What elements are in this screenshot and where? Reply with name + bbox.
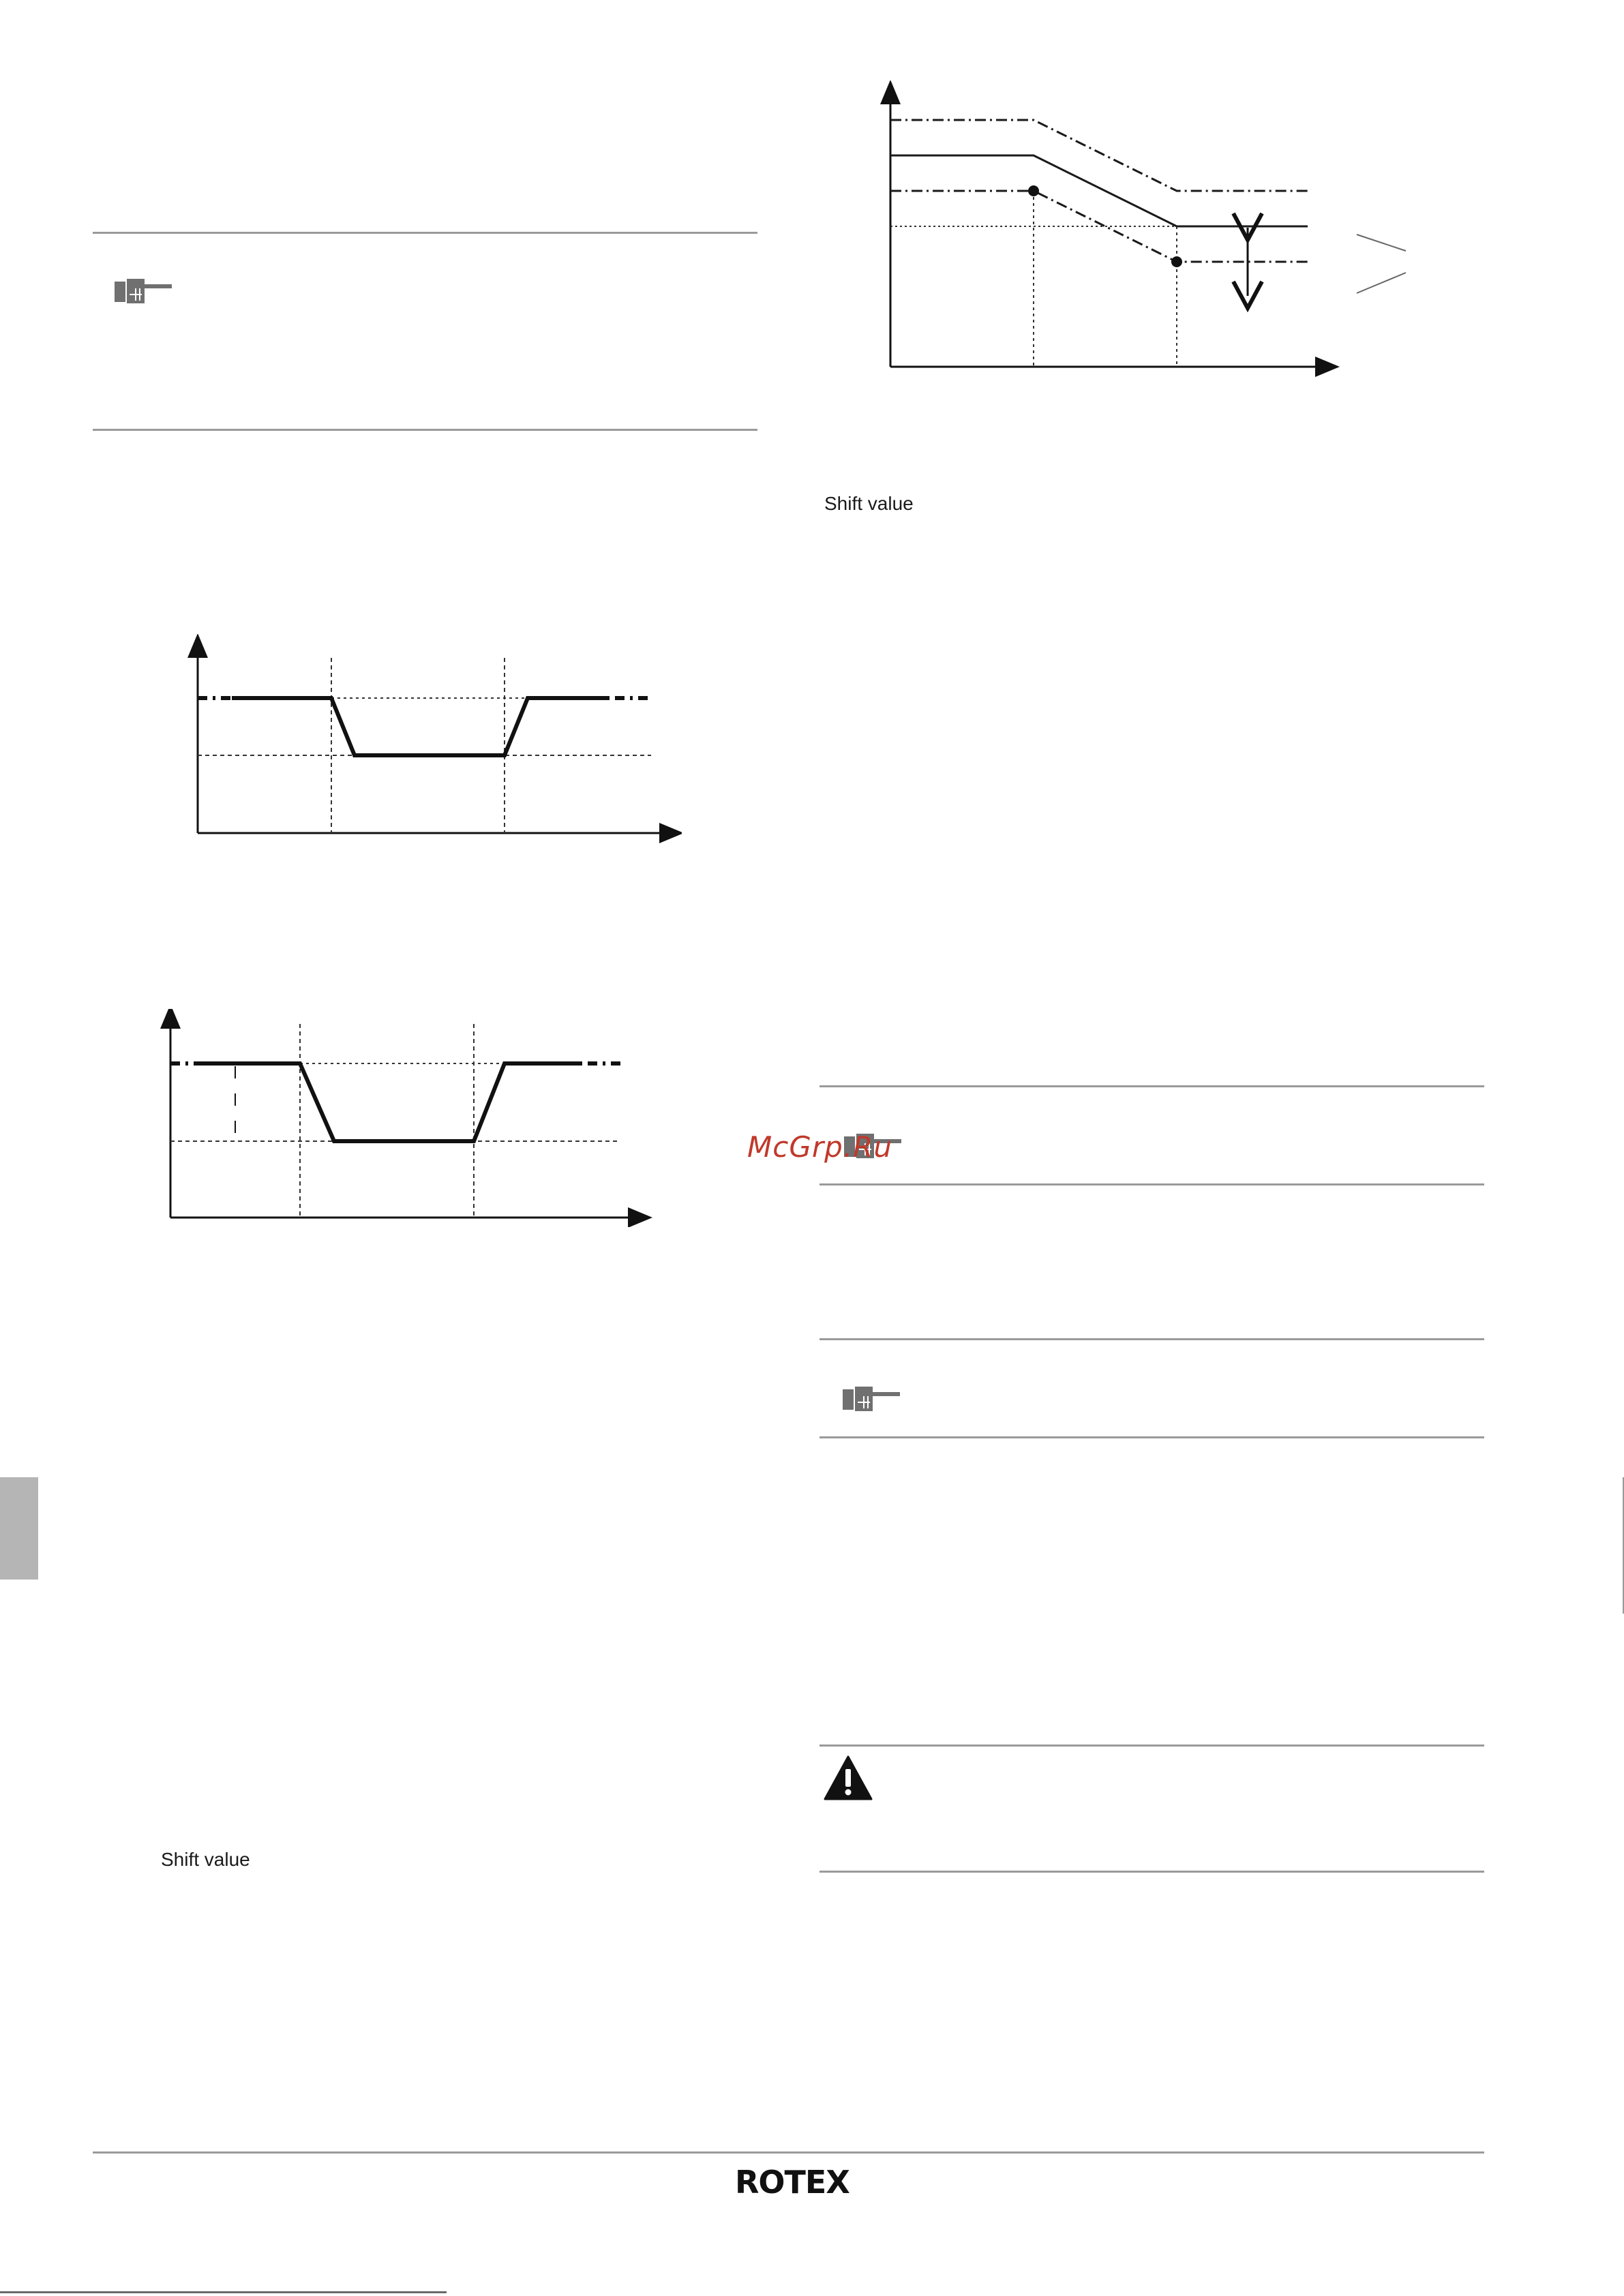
bottom-edge-line [0,2291,447,2293]
shift-value-label-right: Shift value [824,493,914,514]
hand-pointing-icon [843,1383,901,1415]
note-box-3-top-rule [819,1338,1484,1340]
warning-box-top-rule [819,1744,1484,1747]
note-box-2-bottom-rule [819,1183,1484,1185]
warning-triangle-icon [824,1755,873,1800]
shift-value-label-left: Shift value [161,1849,250,1870]
warning-box-bottom-rule [819,1871,1484,1873]
step-curve-diagram-1 [177,634,682,845]
note-box-2-top-rule [819,1085,1484,1087]
note-box-bottom-rule [93,429,757,431]
watermark-text: McGrp.Ru [747,1130,892,1164]
chapter-side-tab [0,1477,38,1580]
note-box-3-bottom-rule [819,1436,1484,1438]
hand-pointing-icon [115,275,173,307]
note-box-top-rule [93,232,757,234]
footer-rule [93,2151,1484,2154]
step-curve-diagram-2 [150,1009,655,1227]
weather-dependent-curve-diagram [879,80,1425,380]
brand-logo: ROTEX [735,2164,849,2201]
